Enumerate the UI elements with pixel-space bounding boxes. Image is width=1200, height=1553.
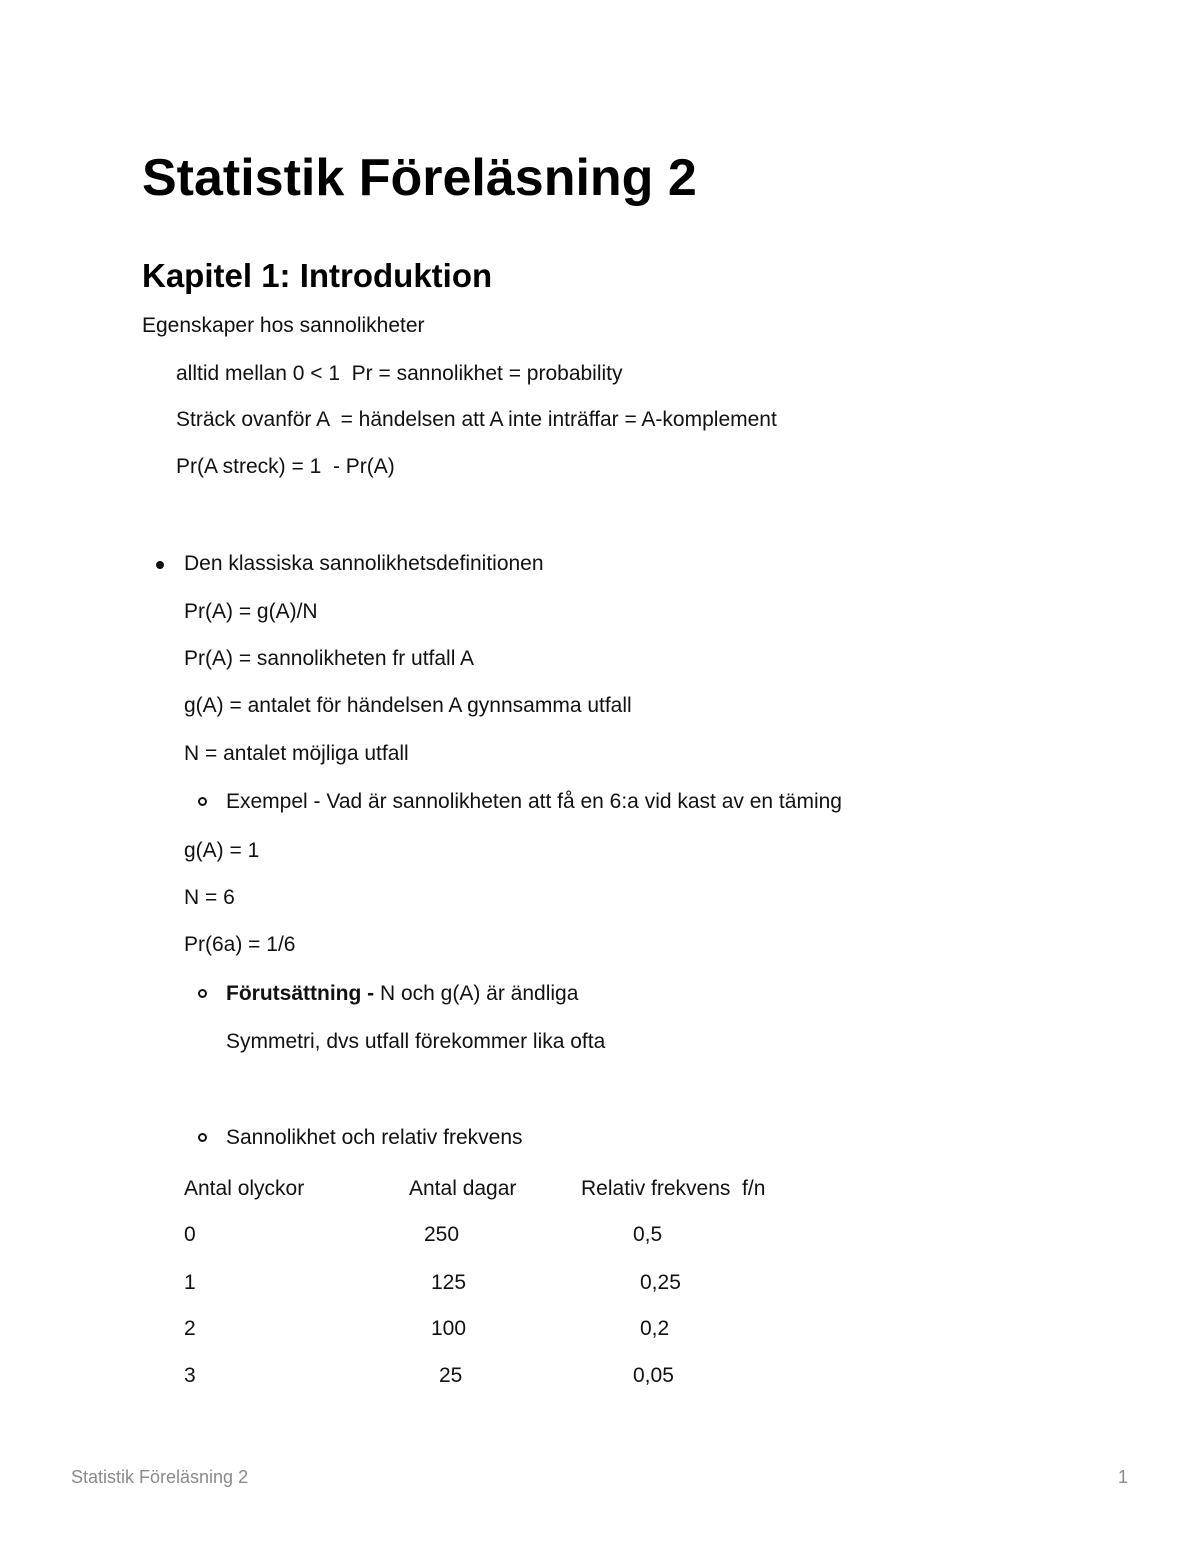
- table-cell: 2: [184, 1317, 196, 1340]
- table-cell: 25: [439, 1364, 463, 1387]
- example-line: N = 6: [184, 886, 235, 909]
- bullet-circle-icon: [198, 797, 207, 806]
- prerequisite-bullet: [226, 980, 578, 1008]
- intro-label: Egenskaper hos sannolikheter: [142, 314, 425, 337]
- intro-line: Sträck ovanför A = händelsen att A inte inträffar = A-komplement: [176, 408, 777, 431]
- intro-line: alltid mellan 0 < 1 Pr = sannolikhet = probability: [176, 362, 623, 385]
- table-cell: 125: [431, 1271, 467, 1294]
- table-cell: 0,25: [640, 1271, 681, 1294]
- table-cell: 100: [431, 1317, 467, 1340]
- formula-line: N = antalet möjliga utfall: [184, 742, 409, 765]
- example-line: g(A) = 1: [184, 839, 260, 862]
- symmetry-line: Symmetri, dvs utfall förekommer lika ofta: [226, 1030, 606, 1053]
- table-cell: 250: [424, 1223, 460, 1246]
- table-cell: 0: [184, 1223, 196, 1246]
- formula-line: Pr(A) = sannolikheten fr utfall A: [184, 647, 475, 670]
- table-cell: 0,05: [633, 1364, 674, 1387]
- table-header-days: Antal dagar: [409, 1177, 517, 1200]
- bullet-circle-icon: [198, 989, 207, 998]
- bullet-disc-icon: [156, 561, 164, 569]
- prerequisite-label: Förutsättning -: [226, 982, 375, 1005]
- relative-frequency-bullet: Sannolikhet och relativ frekvens: [226, 1126, 523, 1149]
- chapter-heading: Kapitel 1: Introduktion: [142, 257, 493, 294]
- example-line: Pr(6a) = 1/6: [184, 933, 296, 956]
- formula-line: g(A) = antalet för händelsen A gynnsamma utfall: [184, 694, 632, 717]
- page-title: Statistik Föreläsning 2: [142, 149, 697, 207]
- table-header-relative-frequency: Relativ frekvens f/n: [581, 1177, 766, 1200]
- classic-definition-bullet: Den klassiska sannolikhetsdefinitionen: [184, 552, 544, 575]
- intro-line: Pr(A streck) = 1 - Pr(A): [176, 455, 395, 478]
- table-header-accidents: Antal olyckor: [184, 1177, 305, 1200]
- bullet-circle-icon: [198, 1133, 207, 1142]
- footer-title: Statistik Föreläsning 2: [71, 1467, 249, 1487]
- footer-page-number: 1: [1118, 1467, 1129, 1487]
- table-cell: 0,5: [633, 1223, 663, 1246]
- formula-line: Pr(A) = g(A)/N: [184, 600, 318, 623]
- prerequisite-text: N och g(A) är ändliga: [374, 982, 579, 1005]
- table-cell: 1: [184, 1271, 196, 1294]
- example-bullet: Exempel - Vad är sannolikheten att få en 6:a vid kast av en täming: [226, 790, 842, 813]
- table-cell: 0,2: [640, 1317, 670, 1340]
- table-cell: 3: [184, 1364, 196, 1387]
